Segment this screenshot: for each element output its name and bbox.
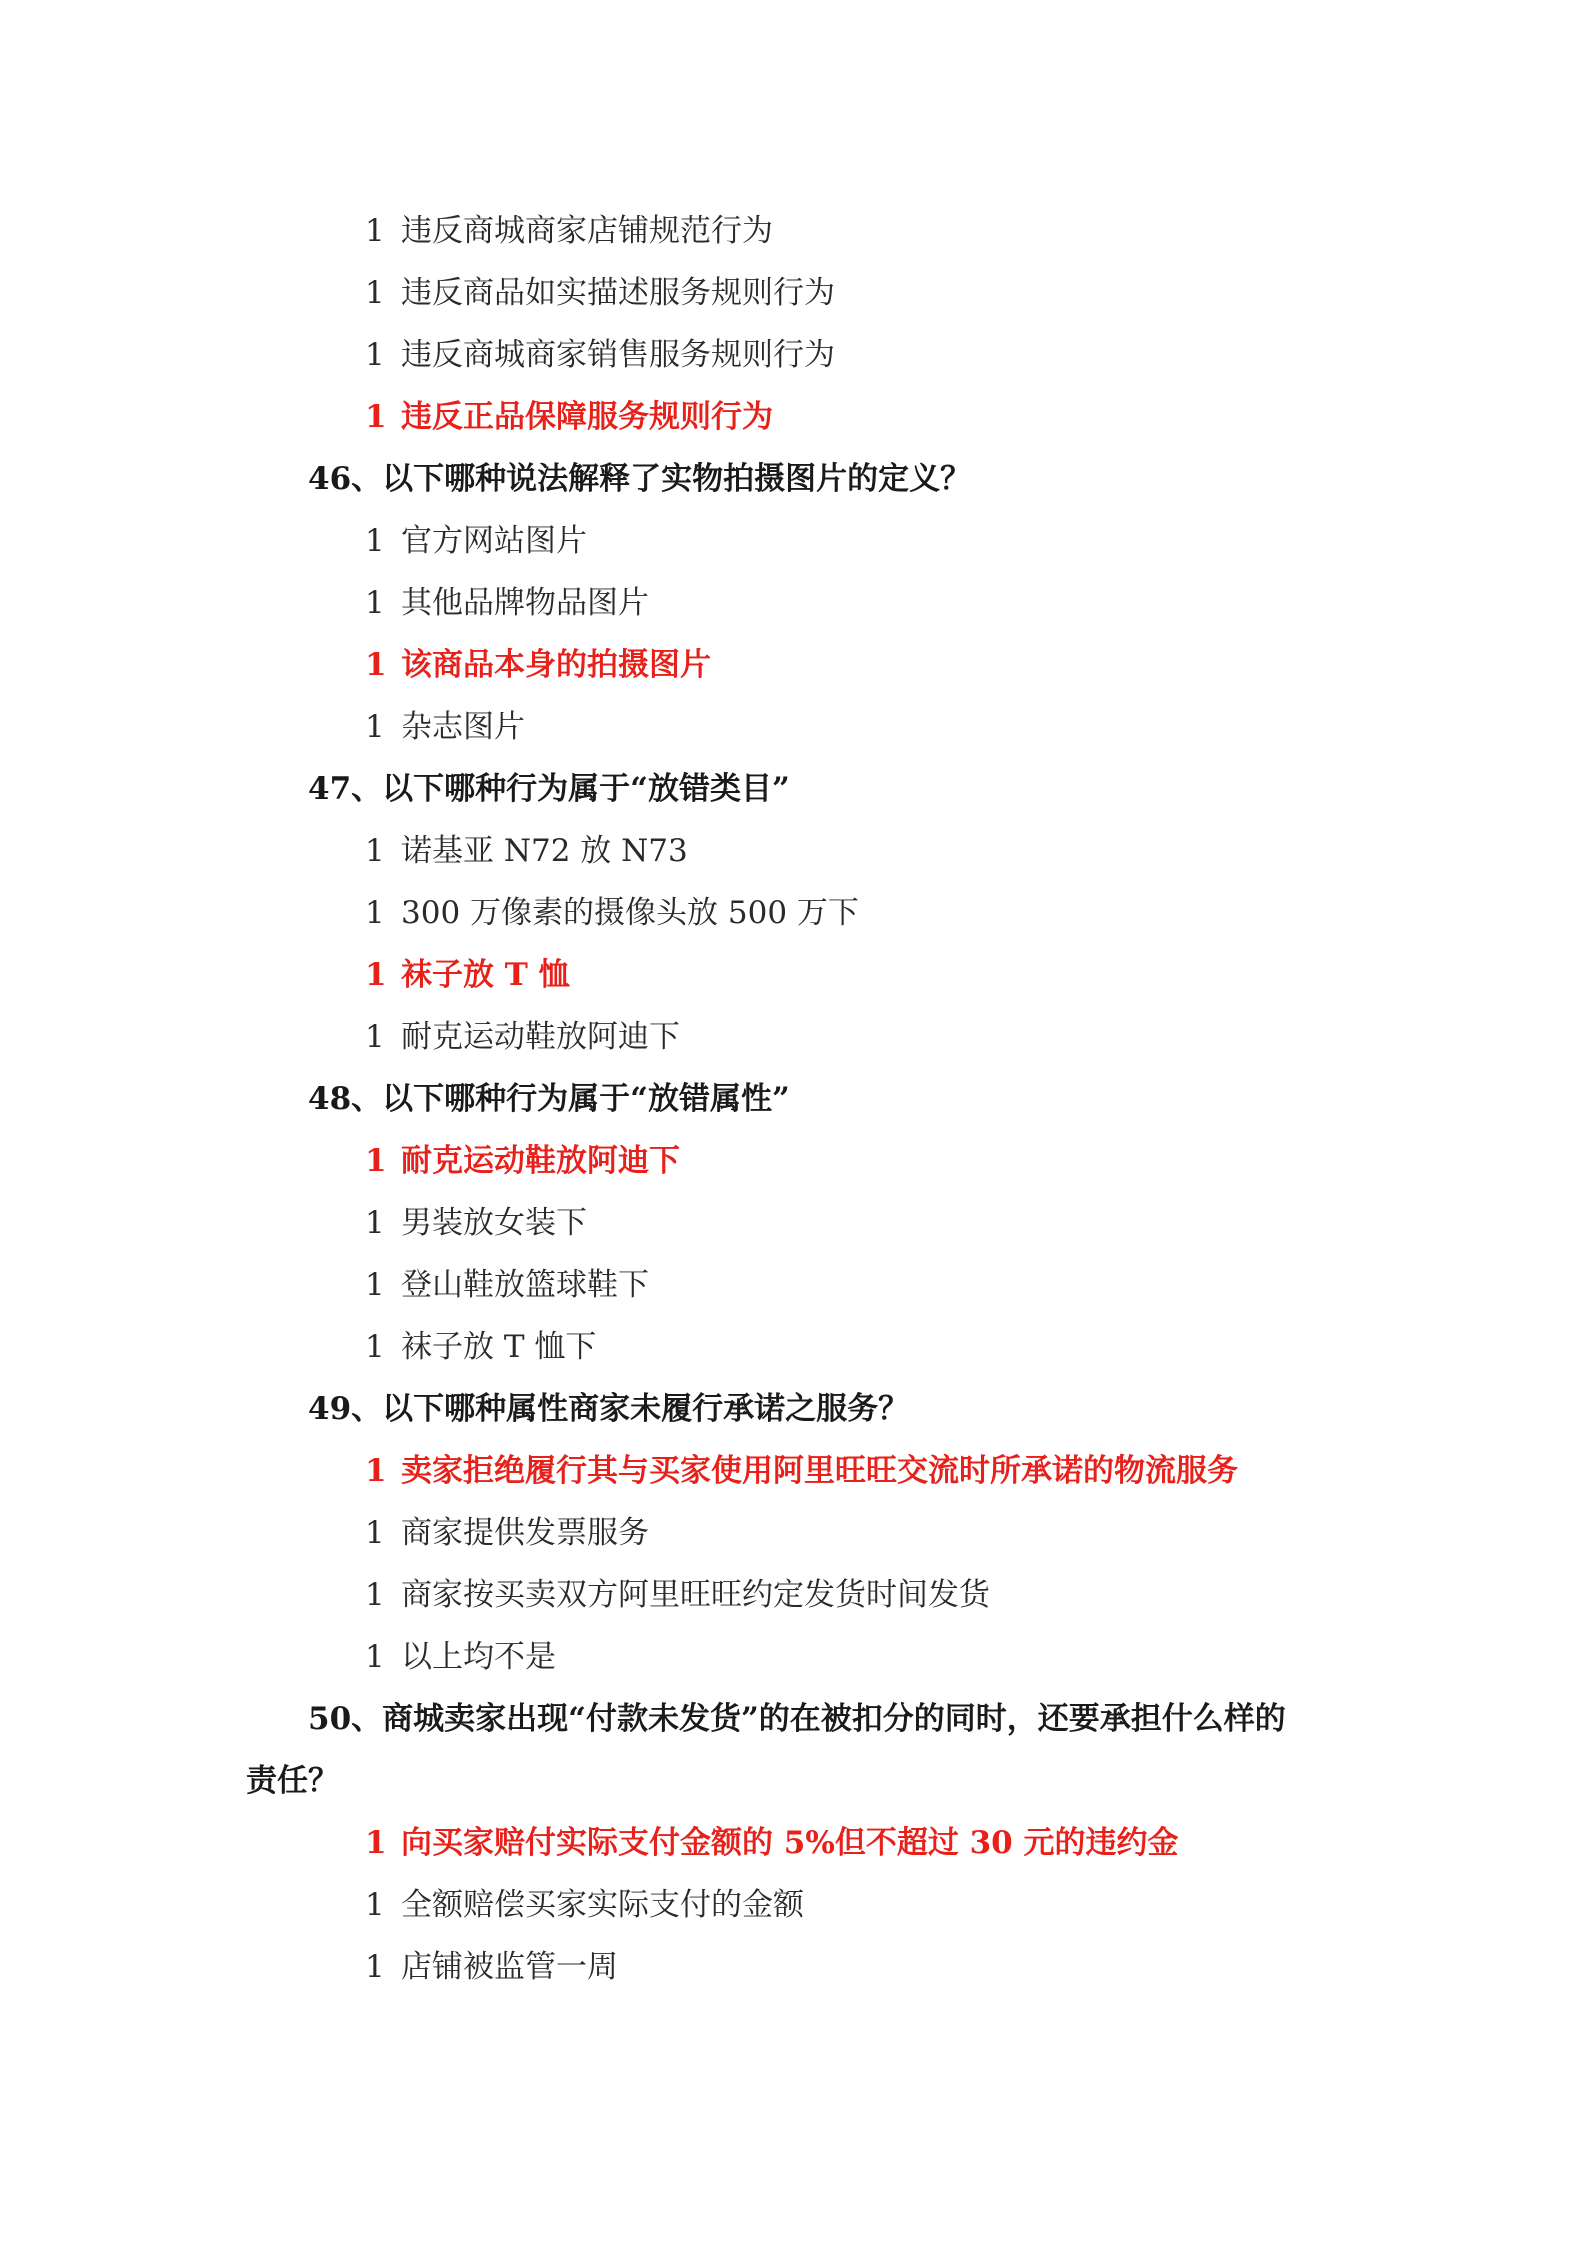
question-50: 50、商城卖家出现“付款未发货”的在被扣分的同时，还要承担什么样的	[308, 1701, 1286, 1737]
question-49: 49、以下哪种属性商家未履行承诺之服务？	[308, 1391, 910, 1427]
option-item	[365, 1575, 990, 1615]
option-item	[365, 831, 688, 871]
option-marker: 1	[365, 523, 385, 559]
option-text: 耐克运动鞋放阿迪下	[401, 1143, 680, 1179]
option-text: 商家按买卖双方阿里旺旺约定发货时间发货	[401, 1577, 990, 1613]
option-item	[365, 707, 525, 747]
option-marker: 1	[365, 1825, 387, 1861]
option-marker: 1	[365, 1949, 385, 1985]
option-text: 全额赔偿买家实际支付的金额	[401, 1887, 804, 1923]
option-marker: 1	[365, 213, 385, 249]
option-item	[365, 1637, 556, 1677]
option-text: 商家提供发票服务	[401, 1515, 649, 1551]
option-marker: 1	[365, 1577, 385, 1613]
option-marker: 1	[365, 709, 385, 745]
option-marker: 1	[365, 1267, 385, 1303]
option-item	[365, 1947, 618, 1987]
question-46: 46、以下哪种说法解释了实物拍摄图片的定义？	[308, 461, 972, 497]
option-marker: 1	[365, 1329, 385, 1365]
option-item	[365, 1017, 680, 1057]
option-item	[365, 1203, 587, 1243]
option-text: 袜子放 T 恤	[401, 957, 570, 993]
option-text: 诺基亚 N72 放 N73	[401, 833, 688, 869]
option-text: 向买家赔付实际支付金额的 5%但不超过 30 元的违约金	[401, 1825, 1179, 1861]
option-item-correct	[365, 1451, 1238, 1491]
option-item	[365, 583, 649, 623]
option-text: 其他品牌物品图片	[401, 585, 649, 621]
option-marker: 1	[365, 1453, 387, 1489]
option-marker: 1	[365, 647, 387, 683]
option-text: 官方网站图片	[401, 523, 587, 559]
option-item-correct	[365, 645, 711, 685]
option-text: 300 万像素的摄像头放 500 万下	[401, 895, 859, 931]
option-item-correct	[365, 1823, 1179, 1863]
option-item	[365, 1885, 804, 1925]
option-marker: 1	[365, 1515, 385, 1551]
option-marker: 1	[365, 1019, 385, 1055]
option-item	[365, 211, 773, 251]
option-marker: 1	[365, 337, 385, 373]
option-text: 违反正品保障服务规则行为	[401, 399, 773, 435]
option-text: 杂志图片	[401, 709, 525, 745]
option-text: 违反商品如实描述服务规则行为	[401, 275, 835, 311]
option-text: 违反商城商家店铺规范行为	[401, 213, 773, 249]
option-text: 袜子放 T 恤下	[401, 1329, 597, 1365]
option-marker: 1	[365, 1639, 385, 1675]
option-marker: 1	[365, 1887, 385, 1923]
question-50-continued: 责任？	[246, 1763, 339, 1799]
option-text: 卖家拒绝履行其与买家使用阿里旺旺交流时所承诺的物流服务	[401, 1453, 1238, 1489]
option-text: 违反商城商家销售服务规则行为	[401, 337, 835, 373]
question-47: 47、以下哪种行为属于“放错类目”	[308, 771, 790, 807]
option-marker: 1	[365, 1205, 385, 1241]
option-item	[365, 1513, 649, 1553]
option-item-correct	[365, 955, 570, 995]
option-item-correct	[365, 1141, 680, 1181]
option-marker: 1	[365, 585, 385, 621]
option-text: 店铺被监管一周	[401, 1949, 618, 1985]
option-item	[365, 893, 859, 933]
option-marker: 1	[365, 895, 385, 931]
option-item	[365, 1327, 596, 1367]
question-48: 48、以下哪种行为属于“放错属性”	[308, 1081, 790, 1117]
option-item	[365, 335, 835, 375]
option-text: 以上均不是	[401, 1639, 556, 1675]
option-item	[365, 521, 587, 561]
option-text: 男装放女装下	[401, 1205, 587, 1241]
option-item-correct	[365, 397, 773, 437]
option-marker: 1	[365, 275, 385, 311]
option-marker: 1	[365, 1143, 387, 1179]
option-text: 该商品本身的拍摄图片	[401, 647, 711, 683]
option-marker: 1	[365, 833, 385, 869]
option-marker: 1	[365, 399, 387, 435]
option-item	[365, 1265, 649, 1305]
option-item	[365, 273, 835, 313]
option-marker: 1	[365, 957, 387, 993]
option-text: 登山鞋放篮球鞋下	[401, 1267, 649, 1303]
option-text: 耐克运动鞋放阿迪下	[401, 1019, 680, 1055]
